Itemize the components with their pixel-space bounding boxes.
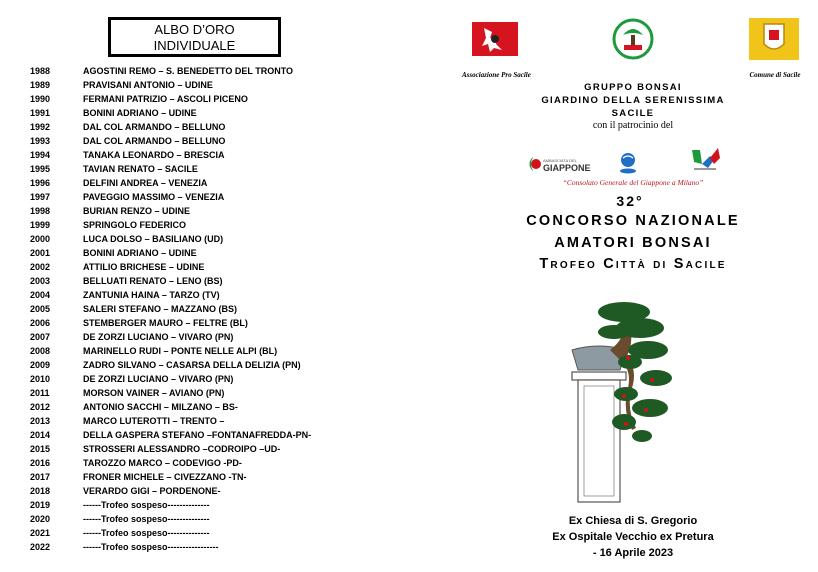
winner-name: ------Trofeo sospeso-------------- xyxy=(83,500,210,510)
winner-name: PRAVISANI ANTONIO – UDINE xyxy=(83,80,213,90)
winner-row xyxy=(30,372,330,386)
winner-row xyxy=(30,120,330,134)
winner-name: ------Trofeo sospeso----------------- xyxy=(83,542,219,552)
winner-name: DELLA GASPERA STEFANO –FONTANAFREDDA-PN- xyxy=(83,430,312,440)
bonsai-illustration xyxy=(566,298,696,509)
italy-logo xyxy=(688,146,724,179)
winner-name: BONINI ADRIANO – UDINE xyxy=(83,248,197,258)
winner-row xyxy=(30,470,330,484)
winner-name: FERMANI PATRIZIO – ASCOLI PICENO xyxy=(83,94,248,104)
winner-year: 2016 xyxy=(30,458,51,468)
group-line2: GIARDINO DELLA SERENISSIMA xyxy=(541,95,725,106)
winner-year: 1998 xyxy=(30,206,51,216)
winner-year: 1992 xyxy=(30,122,51,132)
winner-year: 2019 xyxy=(30,500,51,510)
winner-year: 2018 xyxy=(30,486,51,496)
venue-line1: Ex Chiesa di S. Gregorio xyxy=(568,515,698,527)
globe-logo xyxy=(618,151,638,180)
winner-row xyxy=(30,232,330,246)
embassy-logo xyxy=(527,156,541,177)
winner-row xyxy=(30,526,330,540)
winner-year: 1999 xyxy=(30,220,51,230)
venue-line2: Ex Ospitale Vecchio ex Pretura xyxy=(552,531,714,543)
winner-row xyxy=(30,330,330,344)
winner-year: 2015 xyxy=(30,444,51,454)
winner-name: FRONER MICHELE – CIVEZZANO -TN- xyxy=(83,472,247,482)
edition-number: 32° xyxy=(616,193,644,209)
winner-year: 2000 xyxy=(30,234,51,244)
winner-year: 1994 xyxy=(30,150,51,160)
winner-year: 2006 xyxy=(30,318,51,328)
winner-name: MARINELLO RUDI – PONTE NELLE ALPI (BL) xyxy=(83,346,278,356)
winner-row xyxy=(30,204,330,218)
winner-name: DE ZORZI LUCIANO – VIVARO (PN) xyxy=(83,332,234,342)
winner-year: 2004 xyxy=(30,290,51,300)
winner-row xyxy=(30,106,330,120)
winner-year: 2022 xyxy=(30,542,51,552)
winner-year: 2007 xyxy=(30,332,51,342)
winner-name: BELLUATI RENATO – LENO (BS) xyxy=(83,276,223,286)
winner-row xyxy=(30,260,330,274)
winner-year: 2011 xyxy=(30,388,50,398)
winner-name: ANTONIO SACCHI – MILZANO – BS- xyxy=(83,402,238,412)
winner-name: TAVIAN RENATO – SACILE xyxy=(83,164,198,174)
winner-row xyxy=(30,344,330,358)
winner-name: SALERI STEFANO – MAZZANO (BS) xyxy=(83,304,238,314)
winner-year: 2010 xyxy=(30,374,51,384)
winner-year: 1990 xyxy=(30,94,51,104)
winner-row xyxy=(30,386,330,400)
event-date: - 16 Aprile 2023 xyxy=(592,547,674,559)
winner-row xyxy=(30,78,330,92)
consulate-text: “Consolato Generale del Giappone a Milano” xyxy=(562,178,704,187)
winner-name: ATTILIO BRICHESE – UDINE xyxy=(83,262,205,272)
patronage-text: con il patrocinio del xyxy=(592,120,674,131)
group-line1: GRUPPO BONSAI xyxy=(584,82,682,93)
winner-row xyxy=(30,274,330,288)
winner-name: MARCO LUTEROTTI – TRENTO – xyxy=(83,416,225,426)
winner-year: 2002 xyxy=(30,262,51,272)
winner-year: 1988 xyxy=(30,66,51,76)
winner-row xyxy=(30,92,330,106)
winner-row xyxy=(30,540,330,554)
title-box xyxy=(108,17,281,57)
winner-year: 1997 xyxy=(30,192,51,202)
winner-year: 1991 xyxy=(30,108,51,118)
title-line2: INDIVIDUALE xyxy=(153,38,236,53)
title-amatori: AMATORI BONSAI xyxy=(554,235,712,251)
winner-year: 2017 xyxy=(30,472,51,482)
winner-year: 1995 xyxy=(30,164,51,174)
winner-name: VERARDO GIGI – PORDENONE- xyxy=(83,486,221,496)
winner-name: ZADRO SILVANO – CASARSA DELLA DELIZIA (PN) xyxy=(83,360,301,370)
winner-row xyxy=(30,498,330,512)
winner-row xyxy=(30,288,330,302)
winner-name: DAL COL ARMANDO – BELLUNO xyxy=(83,136,226,146)
winner-row xyxy=(30,484,330,498)
winner-name: MORSON VAINER – AVIANO (PN) xyxy=(83,388,225,398)
embassy-line1: AMBASCIATA DEL xyxy=(543,158,577,163)
winner-name: DELFINI ANDREA – VENEZIA xyxy=(83,178,208,188)
winner-year: 2020 xyxy=(30,514,51,524)
winner-year: 2014 xyxy=(30,430,51,440)
winner-name: ------Trofeo sospeso-------------- xyxy=(83,528,210,538)
title-line1: ALBO D’ORO xyxy=(154,22,235,37)
winner-name: AGOSTINI REMO – S. BENEDETTO DEL TRONTO xyxy=(83,66,294,76)
winner-year: 2001 xyxy=(30,248,51,258)
winner-year: 2013 xyxy=(30,416,51,426)
winner-year: 2005 xyxy=(30,304,51,314)
winner-row xyxy=(30,512,330,526)
winner-year: 1996 xyxy=(30,178,51,188)
winner-row xyxy=(30,414,330,428)
group-line3: SACILE xyxy=(611,108,655,119)
winner-year: 2009 xyxy=(30,360,51,370)
winner-row xyxy=(30,316,330,330)
winner-row xyxy=(30,358,330,372)
sacile-crest xyxy=(749,18,799,65)
winner-row xyxy=(30,218,330,232)
winner-row xyxy=(30,302,330,316)
winner-name: TANAKA LEONARDO – BRESCIA xyxy=(83,150,225,160)
winner-name: SPRINGOLO FEDERICO xyxy=(83,220,187,230)
pro-sacile-logo xyxy=(472,22,518,61)
winner-name: TAROZZO MARCO – CODEVIGO -PD- xyxy=(83,458,242,468)
winner-row xyxy=(30,64,330,78)
winner-row xyxy=(30,190,330,204)
winners-list xyxy=(30,64,330,554)
winner-row xyxy=(30,442,330,456)
winner-name: STEMBERGER MAURO – FELTRE (BL) xyxy=(83,318,248,328)
winner-year: 2008 xyxy=(30,346,51,356)
winner-row xyxy=(30,176,330,190)
winner-row xyxy=(30,162,330,176)
winner-year: 1989 xyxy=(30,80,51,90)
winner-year: 2021 xyxy=(30,528,51,538)
pro-sacile-caption: Associazione Pro Sacile xyxy=(462,71,531,79)
winner-year: 2012 xyxy=(30,402,51,412)
winner-row xyxy=(30,148,330,162)
winner-name: DAL COL ARMANDO – BELLUNO xyxy=(83,122,226,132)
winner-name: BONINI ADRIANO – UDINE xyxy=(83,108,197,118)
winner-name: BURIAN RENZO – UDINE xyxy=(83,206,191,216)
embassy-line2: GIAPPONE xyxy=(543,163,591,173)
title-trofeo: Trofeo Città di Sacile xyxy=(539,256,727,272)
winner-name: PAVEGGIO MASSIMO – VENEZIA xyxy=(83,192,225,202)
winner-name: STROSSERI ALESSANDRO –CODROIPO –UD- xyxy=(83,444,281,454)
comune-caption: Comune di Sacile xyxy=(749,71,801,79)
winner-year: 1993 xyxy=(30,136,51,146)
winner-row xyxy=(30,246,330,260)
title-concorso: CONCORSO NAZIONALE xyxy=(526,213,740,229)
winner-row xyxy=(30,428,330,442)
winner-year: 2003 xyxy=(30,276,51,286)
winner-row xyxy=(30,400,330,414)
winner-name: ------Trofeo sospeso-------------- xyxy=(83,514,210,524)
bonsai-group-logo xyxy=(611,17,655,66)
winner-row xyxy=(30,456,330,470)
winner-name: LUCA DOLSO – BASILIANO (UD) xyxy=(83,234,224,244)
winner-name: ZANTUNIA HAINA – TARZO (TV) xyxy=(83,290,220,300)
winner-name: DE ZORZI LUCIANO – VIVARO (PN) xyxy=(83,374,234,384)
winner-row xyxy=(30,134,330,148)
